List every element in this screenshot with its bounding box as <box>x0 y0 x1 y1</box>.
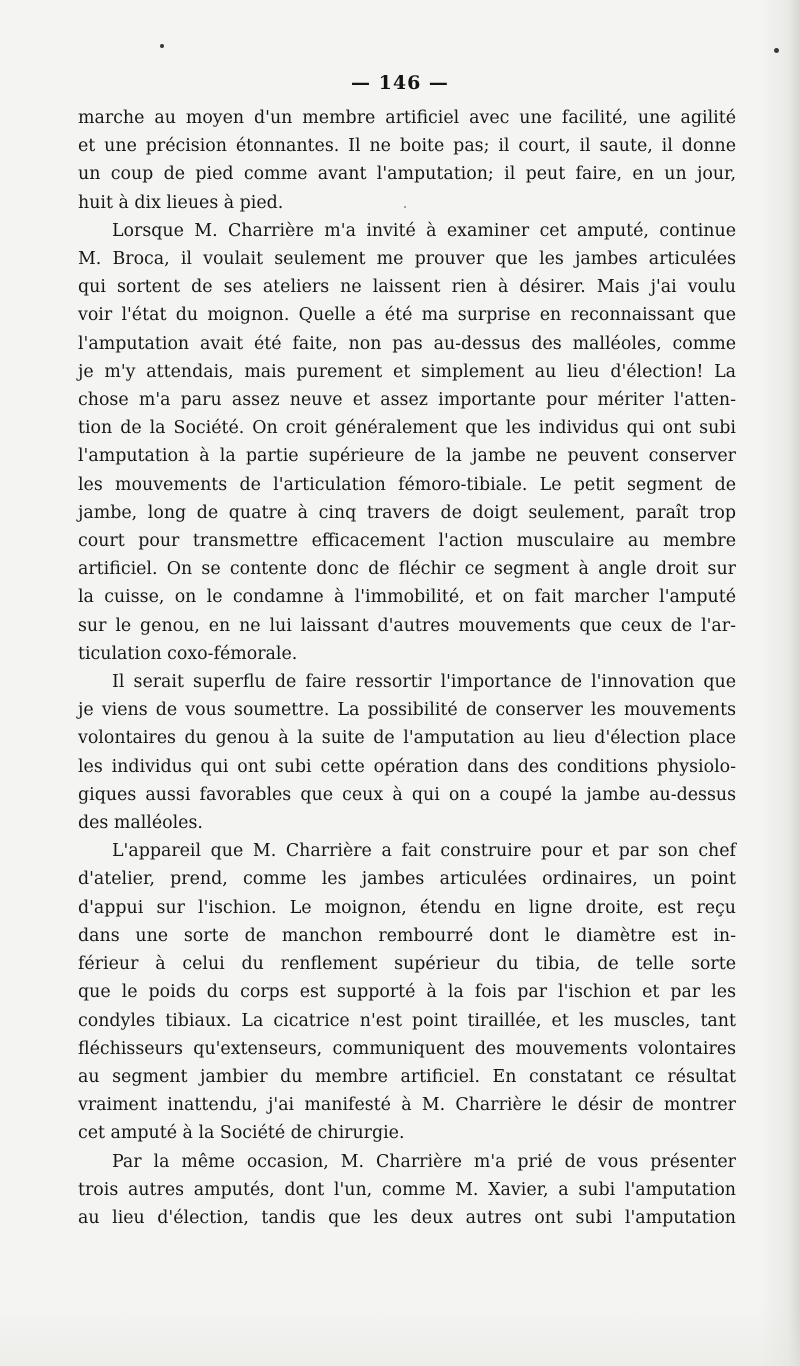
text-line: court pour transmettre efficacement l'action musculaire au membre <box>78 531 736 552</box>
text-line: des malléoles. <box>78 813 203 834</box>
text-line: au segment jambier du membre artificiel. En constatant ce résultat <box>78 1066 736 1087</box>
text-line: les mouvements de l'articulation fémoro-tibiale. Le petit segment de <box>78 474 736 495</box>
text-line: tion de la Société. On croit généralement que les individus qui ont subi <box>78 418 736 439</box>
text-line: que le poids du corps est supporté à la fois par l'ischion et par les <box>78 982 736 1003</box>
text-line: je viens de vous soumettre. La possibilité de conserver les mouvements <box>78 700 736 721</box>
paragraph-5 <box>78 1148 736 1233</box>
text-line: Il serait superflu de faire ressortir l'importance de l'innovation que <box>112 672 736 693</box>
text-line: au lieu d'élection, tandis que les deux autres ont subi l'amputation <box>78 1207 736 1228</box>
paper-speck <box>774 48 779 53</box>
text-line: vraiment inattendu, j'ai manifesté à M. Charrière le désir de montrer <box>78 1095 736 1116</box>
paragraph-2 <box>78 217 736 668</box>
text-line: férieur à celui du renflement supérieur du tibia, de telle sorte <box>78 954 736 975</box>
page-edge-shading <box>760 0 800 1366</box>
paper-speck <box>160 44 164 48</box>
text-line: Lorsque M. Charrière m'a invité à examiner cet amputé, continue <box>112 220 736 241</box>
text-line: Par la même occasion, M. Charrière m'a prié de vous présenter <box>112 1151 736 1172</box>
page-bottom-shading <box>0 1306 800 1366</box>
text-line: d'atelier, prend, comme les jambes articulées ordinaires, un point <box>78 869 736 890</box>
paragraph-3 <box>78 668 736 837</box>
text-line: condyles tibiaux. La cicatrice n'est point tiraillée, et les muscles, tant <box>78 1010 736 1031</box>
text-line: je m'y attendais, mais purement et simplement au lieu d'élection! La <box>78 361 736 382</box>
text-line: marche au moyen d'un membre artificiel avec une facilité, une agilité <box>78 108 736 128</box>
text-line: chose m'a paru assez neuve et assez importante pour mériter l'atten- <box>78 390 736 411</box>
text-line: les individus qui ont subi cette opération dans des conditions physiolo- <box>78 756 736 777</box>
text-line: fléchisseurs qu'extenseurs, communiquent des mouvements volontaires <box>78 1038 736 1059</box>
text-line: trois autres amputés, dont l'un, comme M. Xavier, a subi l'amputation <box>78 1179 736 1200</box>
text-line: voir l'état du moignon. Quelle a été ma surprise en reconnaissant que <box>78 305 736 326</box>
text-line: un coup de pied comme avant l'amputation; il peut faire, en un jour, <box>78 164 736 185</box>
paragraph-4 <box>78 837 736 1147</box>
text-line: l'amputation à la partie supérieure de la jambe ne peuvent conserver <box>78 446 736 467</box>
text-line: L'appareil que M. Charrière a fait construire pour et par son chef <box>112 841 736 862</box>
text-line: giques aussi favorables que ceux à qui on a coupé la jambe au-dessus <box>78 784 736 805</box>
text-line: ticulation coxo-fémorale. <box>78 643 298 664</box>
text-line: l'amputation avait été faite, non pas au-dessus des malléoles, comme <box>78 333 736 354</box>
text-line: et une précision étonnantes. Il ne boite pas; il court, il saute, il donne <box>78 136 736 157</box>
text-line: volontaires du genou à la suite de l'amputation au lieu d'élection place <box>78 728 736 749</box>
text-line: cet amputé à la Société de chirurgie. <box>78 1123 405 1144</box>
page-number: — 146 — <box>351 72 449 94</box>
text-line: artificiel. On se contente donc de fléchir ce segment à angle droit sur <box>78 559 736 580</box>
text-line: sur le genou, en ne lui laissant d'autres mouvements que ceux de l'ar- <box>78 615 736 636</box>
text-line: M. Broca, il voulait seulement me prouver que les jambes articulées <box>78 249 736 270</box>
body-text <box>78 104 736 1232</box>
text-line: dans une sorte de manchon rembourré dont le diamètre est in- <box>78 925 736 946</box>
text-line: huit à dix lieues à pied. <box>78 192 284 213</box>
text-line: jambe, long de quatre à cinq travers de doigt seulement, paraît trop <box>78 502 736 523</box>
text-line: d'appui sur l'ischion. Le moignon, étendu en ligne droite, est reçu <box>78 897 736 918</box>
text-line: la cuisse, on le condamne à l'immobilité, et on fait marcher l'amputé <box>78 587 736 608</box>
paragraph-1 <box>78 104 736 217</box>
text-line: qui sortent de ses ateliers ne laissent rien à désirer. Mais j'ai voulu <box>78 277 736 298</box>
